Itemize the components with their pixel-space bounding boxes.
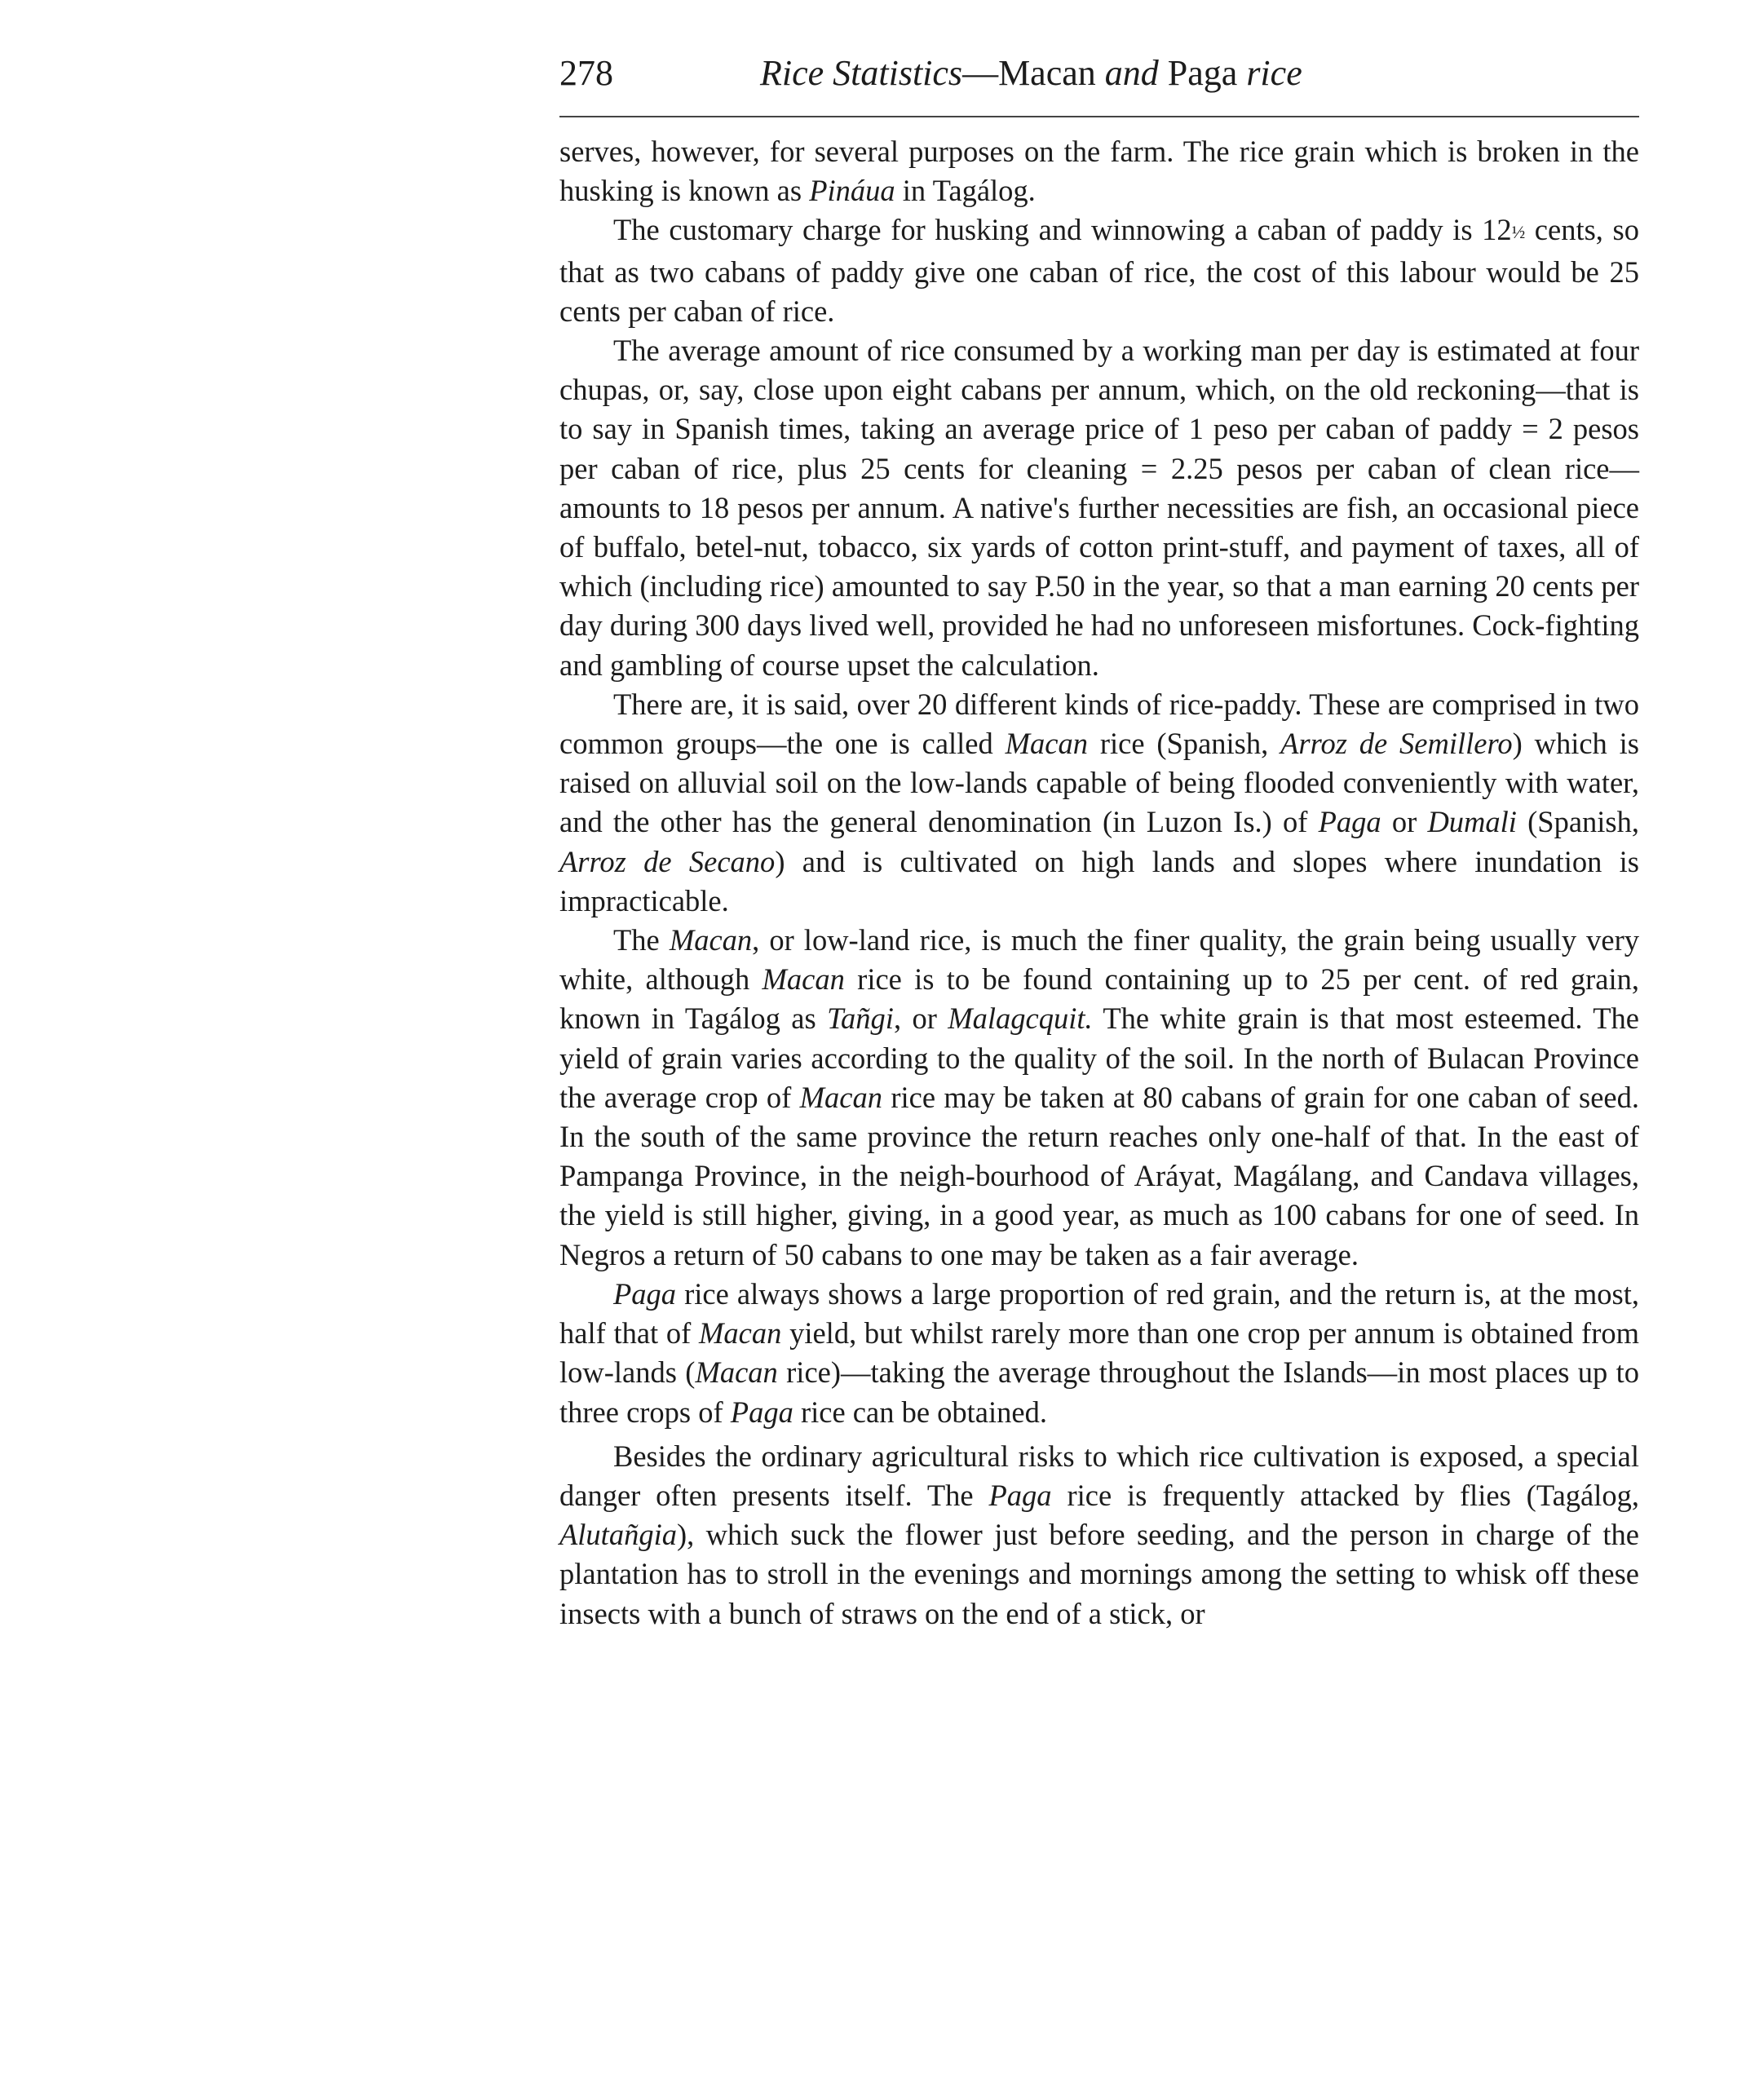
running-title	[760, 47, 1302, 99]
book-page	[559, 47, 1640, 1630]
paragraph-7: Besides the ordinary agricultural risks to which rice cultivation is exposed, a special danger often presents itself. The Paga rice is frequently attacked by flies (Tagálog, Alutañgia), which suck the flower just before seeding, and the person in charge of the plantation has to stroll in the evenings and mornings among the setting to whisk off these insects with a bunch of straws on the end of a stick, or	[559, 1439, 1640, 1630]
header-rule	[559, 116, 1639, 117]
running-title-part: and	[1104, 53, 1159, 93]
running-title-part: —Macan	[962, 53, 1105, 93]
running-title-part: Rice Statistics	[760, 53, 963, 93]
running-title-part: rice	[1246, 53, 1302, 93]
running-title-part: Paga	[1158, 53, 1247, 93]
paragraph-1: serves, however, for several purposes on the farm. The rice grain which is broken in the husking is known as Pináua in Tagálog.	[559, 135, 1639, 208]
running-header	[559, 47, 1639, 99]
paragraph-3: The average amount of rice consumed by a working man per day is estimated at four chupas, or, say, close upon eight cabans per annum, which, on the old reckoning—that is to say in Spanish times, taking an average price of 1 peso per caban of paddy = 2 pesos per caban of rice, plus 25 cents for cleaning = 2.25 pesos per caban of clean rice—amounts to 18 pesos per annum. A native's further necessities are fish, an occasional piece of buffalo, betel-nut, tobacco, six yards of cotton print-stuff, and payment of taxes, all of which (including rice) amounted to say P.50 in the year, so that a man earning 20 cents per day during 300 days lived well, provided he had no unforeseen misfortunes. Cock-fighting and gambling of course upset the calculation.	[559, 334, 1639, 682]
paragraph-2: The customary charge for husking and winnowing a caban of paddy is 12½ cents, so that as two cabans of paddy give one caban of rice, the cost of this labour would be 25 cents per caban of rice.	[559, 213, 1640, 328]
page-number: 278	[559, 53, 613, 93]
paragraph-6: Paga rice always shows a large proportion of red grain, and the return is, at the most, half that of Macan yield, but whilst rarely more than one crop per annum is obtained from low-lands (Macan rice)—taking the average throughout the Islands—in most places up to three crops of Paga rice can be obtained.	[559, 1276, 1639, 1429]
body-text	[559, 132, 1639, 1634]
paragraph-5: The Macan, or low-land rice, is much the finer quality, the grain being usually very white, although Macan rice is to be found containing up to 25 per cent. of red grain, known in Tagálog as Tañgi, or Malagcquit. The white grain is that most esteemed. The yield of grain varies according to the quality of the soil. In the north of Bulacan Province the average crop of Macan rice may be taken at 80 cabans of grain for one caban of seed. In the south of the same province the return reaches only one-half of that. In the east of Pampanga Province, in the neigh-bourhood of Aráyat, Magálang, and Candava villages, the yield is still higher, giving, in a good year, as much as 100 cabans for one of seed. In Negros a return of 50 cabans to one may be taken as a fair average.	[559, 923, 1640, 1271]
paragraph-4: There are, it is said, over 20 different kinds of rice-paddy. These are comprised in two common groups—the one is called Macan rice (Spanish, Arroz de Semillero) which is raised on alluvial soil on the low-lands capable of being flooded conveniently with water, and the other has the general denomination (in Luzon Is.) of Paga or Dumali (Spanish, Arroz de Secano) and is cultivated on high lands and slopes where inundation is impracticable.	[559, 687, 1640, 917]
